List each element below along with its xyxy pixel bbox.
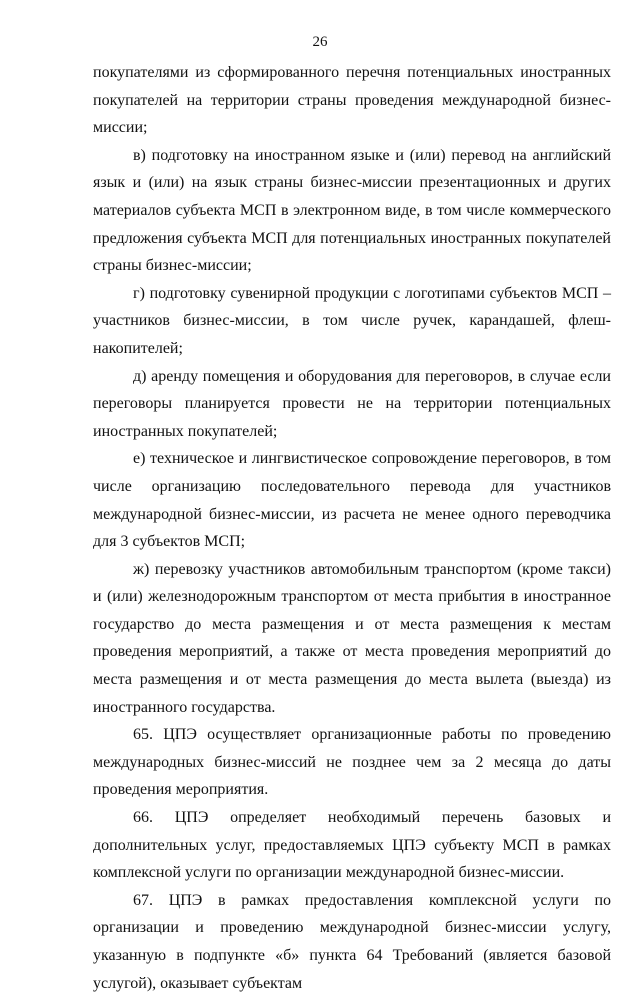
document-body bbox=[93, 59, 611, 992]
paragraph-item-e: е) техническое и лингвистическое сопровождение переговоров, в том числе организацию последовательного перевода для участников международной бизнес-миссии, из расчета не менее одного переводчика для 3 субъектов МСП; bbox=[93, 450, 611, 551]
paragraph-item-g: г) подготовку сувенирной продукции с логотипами субъектов МСП – участников бизнес-миссии, в том числе ручек, карандашей, флеш-накопителей; bbox=[93, 284, 611, 357]
paragraph-item-v: в) подготовку на иностранном языке и (или) перевод на английский язык и (или) на язык страны бизнес-миссии презентационных и других материалов субъекта МСП в электронном виде, в том числе коммерческого предложения субъекта МСП для потенциальных иностранных покупателей страны бизнес-миссии; bbox=[93, 146, 611, 275]
paragraph-67: 67. ЦПЭ в рамках предоставления комплексной услуги по организации и проведению международной бизнес-миссии услугу, указанную в подпункте «б» пункта 64 Требований (является базовой услугой), оказывает субъектам bbox=[93, 891, 611, 992]
paragraph-65: 65. ЦПЭ осуществляет организационные работы по проведению международных бизнес-миссий не позднее чем за 2 месяца до даты проведения мероприятия. bbox=[93, 726, 611, 799]
paragraph-item-zh: ж) перевозку участников автомобильным транспортом (кроме такси) и (или) железнодорожным транспортом от места прибытия в иностранное государство до места размещения и от места размещения к местам проведения мероприятий, а также от места проведения мероприятий до места размещения и от места размещения до места вылета (выезда) из иностранного государства. bbox=[93, 560, 611, 716]
paragraph-66: 66. ЦПЭ определяет необходимый перечень базовых и дополнительных услуг, предоставляемых ЦПЭ субъекту МСП в рамках комплексной услуги по организации международной бизнес-миссии. bbox=[93, 809, 611, 882]
page-number: 26 bbox=[312, 34, 328, 50]
paragraph-item-d: д) аренду помещения и оборудования для переговоров, в случае если переговоры планируется провести не на территории потенциальных иностранных покупателей; bbox=[93, 367, 611, 440]
paragraph-continuation: покупателями из сформированного перечня потенциальных иностранных покупателей на территории страны проведения международной бизнес-миссии; bbox=[93, 64, 611, 137]
